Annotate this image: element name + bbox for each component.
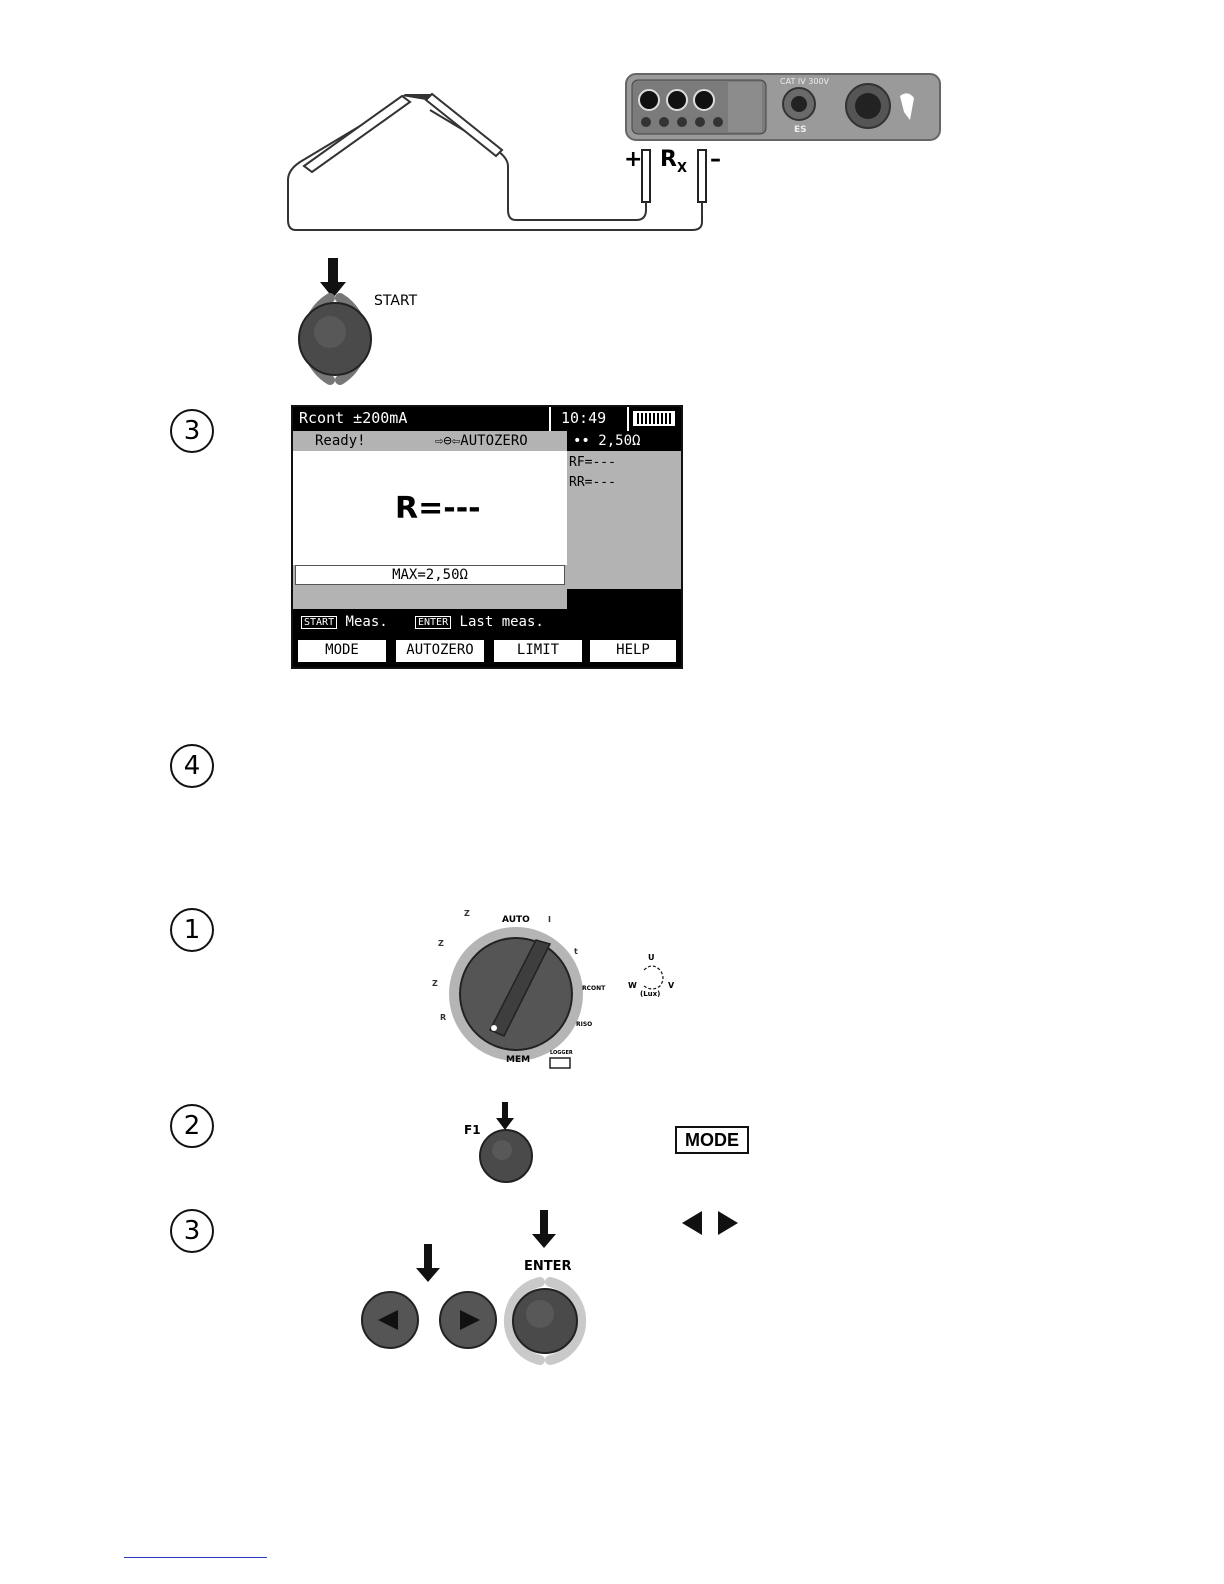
enter-label: ENTER	[524, 1259, 572, 1274]
footnote-rule	[124, 1557, 267, 1558]
press-arrow-icon	[416, 1244, 440, 1282]
socket-1	[639, 90, 659, 110]
left-right-arrows-icon	[680, 1210, 740, 1236]
step-4-marker: 4	[170, 744, 214, 788]
autozero-indicator: ⇨⊖⇦AUTOZERO	[435, 433, 528, 449]
dial-label-mem: MEM	[506, 1055, 531, 1065]
softkey-help[interactable]: HELP	[589, 639, 677, 663]
max-limit-value: MAX=2,50Ω	[295, 565, 565, 585]
svg-text:W: W	[628, 981, 637, 990]
f1-label: F1	[464, 1123, 481, 1137]
dial-label-auto: AUTO	[502, 915, 530, 925]
hint-enter-text: Last meas.	[459, 614, 544, 630]
phase-rotation-symbol	[626, 950, 680, 998]
battery-icon	[633, 411, 675, 426]
status-text: Ready!	[315, 433, 366, 449]
side-panel	[567, 431, 681, 609]
limit-value: •• 2,50Ω	[573, 433, 641, 449]
step-3b-marker: 3	[170, 1209, 214, 1253]
dial-label-riso: RISO	[576, 1021, 593, 1028]
hint-bar	[293, 609, 681, 635]
plus-probe-plug	[642, 150, 650, 202]
press-arrow-icon	[532, 1210, 556, 1248]
svg-text:t: t	[574, 947, 578, 956]
step-1-marker: 1	[170, 908, 214, 952]
svg-text:Z: Z	[432, 979, 438, 988]
softkey-autozero[interactable]: AUTOZERO	[395, 639, 485, 663]
clock-time: 10:49	[561, 409, 607, 427]
cat-rating-label: CAT IV 300V	[780, 77, 829, 86]
svg-text:(Lux): (Lux)	[640, 990, 661, 998]
main-result: R=---	[395, 491, 481, 526]
svg-text:Z: Z	[464, 909, 470, 918]
probe-right	[426, 94, 502, 156]
step-2-marker: 2	[170, 1104, 214, 1148]
minus-probe-plug	[698, 150, 706, 202]
dial-label-rcont: RCONT	[582, 985, 606, 992]
plus-label: +	[624, 147, 643, 172]
rr-result: RR=---	[569, 475, 616, 490]
hint-start-text: Meas.	[345, 614, 388, 630]
rx-label: $R_X$	[660, 147, 687, 176]
rf-result: RF=---	[569, 455, 616, 470]
start-label: START	[374, 293, 418, 309]
start-button-illustration	[282, 254, 432, 384]
softkey-bar	[293, 635, 681, 667]
svg-text:V: V	[668, 981, 675, 990]
socket-2	[667, 90, 687, 110]
status-bar	[293, 431, 567, 451]
start-key-tag: START	[301, 616, 337, 629]
socket-3	[694, 90, 714, 110]
f1-button-illustration	[460, 1100, 540, 1186]
svg-text:Z: Z	[438, 939, 444, 948]
step-3-marker: 3	[170, 409, 214, 453]
rotary-function-dial	[424, 902, 606, 1082]
result-area	[293, 451, 567, 565]
svg-text:U: U	[648, 953, 655, 962]
lcd-header-bar	[293, 407, 681, 431]
logger-icon	[550, 1058, 570, 1068]
minus-label: –	[710, 147, 721, 172]
softkey-limit[interactable]: LIMIT	[493, 639, 583, 663]
softkey-mode[interactable]: MODE	[297, 639, 387, 663]
navigation-keys-illustration	[356, 1206, 596, 1366]
probe-left	[304, 96, 410, 172]
dial-label-logger: LOGGER	[550, 1050, 573, 1056]
press-arrow-icon	[320, 258, 346, 298]
mode-softkey-label: MODE	[675, 1126, 749, 1154]
function-label: Rcont ±200mA	[299, 409, 408, 427]
max-limit-area	[293, 565, 567, 609]
test-lead-connection-diagram	[280, 70, 950, 240]
press-arrow-icon	[496, 1102, 514, 1130]
svg-text:R: R	[440, 1013, 447, 1022]
enter-key-tag: ENTER	[415, 616, 451, 629]
lcd-screen	[291, 405, 683, 669]
svg-text:I: I	[548, 915, 551, 924]
es-label: ES	[794, 125, 807, 135]
